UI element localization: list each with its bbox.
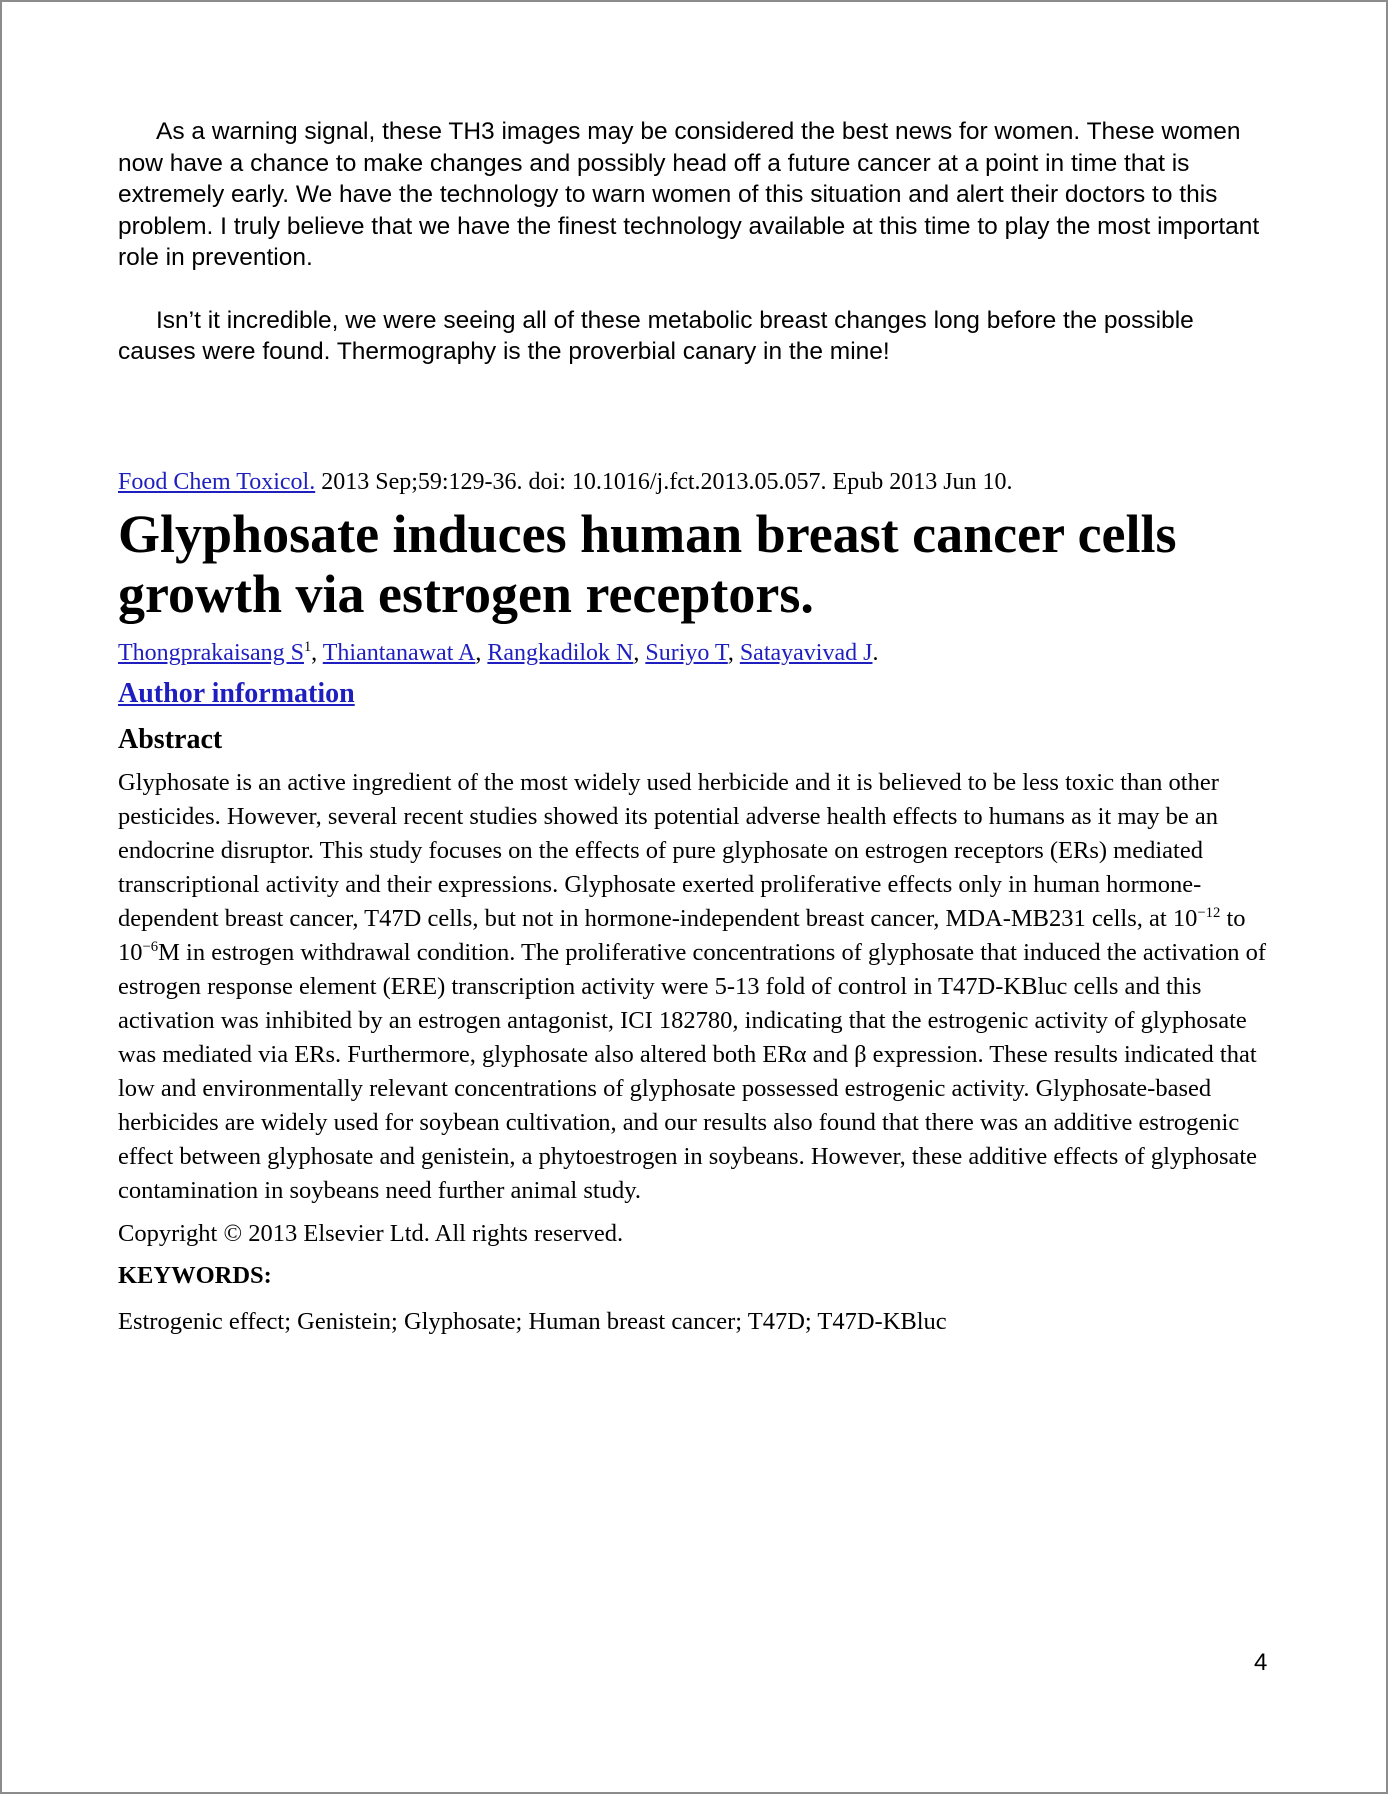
intro-section [118, 116, 1278, 399]
author-link[interactable]: Thongprakaisang S [118, 640, 304, 666]
author-separator: . [872, 640, 879, 666]
keywords-list: Estrogenic effect; Genistein; Glyphosate; Human breast cancer; T47D; T47D-KBluc [118, 1308, 947, 1335]
abstract-text [118, 766, 1278, 1208]
abstract-part-2: to 10 [118, 905, 1246, 966]
intro-paragraph-2: Isn’t it incredible, we were seeing all of these metabolic breast changes long before the possible causes were found. Thermography is the proverbial canary in the mine! [118, 306, 1194, 365]
author-link[interactable]: Thiantanawat A [322, 640, 476, 666]
page-number: 4 [1254, 1649, 1268, 1676]
author-separator: , [633, 640, 646, 666]
author-list [118, 636, 1278, 670]
abstract-part-1: Glyphosate is an active ingredient of the most widely used herbicide and it is believed to be less toxic than other pesticides. However, several recent studies showed its potential adverse health effects to humans as it may be an endocrine disruptor. This study focuses on the effects of pure glyphosate on estrogen receptors (ERs) mediated transcriptional activity and their expressions. Glyphosate exerted proliferative effects only in human hormone-dependent breast cancer, T47D cells, but not in hormone-independent breast cancer, MDA-MB231 cells, at 10 [118, 769, 1219, 932]
author-information-link[interactable]: Author information [118, 678, 355, 709]
article-section [118, 464, 1278, 1340]
citation-details: 2013 Sep;59:129-36. doi: 10.1016/j.fct.2013.05.057. Epub 2013 Jun 10. [315, 469, 1013, 495]
article-title: Glyphosate induces human breast cancer cells growth via estrogen receptors. [118, 504, 1177, 624]
author-affiliation-sup: 1 [303, 639, 312, 655]
intro-paragraph-1: As a warning signal, these TH3 images may be considered the best news for women. These women now have a chance to make changes and possibly head off a future cancer at a point in time that is extremely early. We have the technology to warn women of this situation and alert their doctors to this problem. I truly believe that we have the finest technology available at this time to play the most important role in prevention. [118, 118, 1260, 271]
author-separator: , [311, 640, 323, 666]
author-link[interactable]: Suriyo T [645, 640, 728, 666]
abstract-exponent-1: −12 [1197, 904, 1221, 921]
author-link[interactable]: Rangkadilok N [487, 640, 634, 666]
abstract-part-3: M in estrogen withdrawal condition. The proliferative concentrations of glyphosate that induced the activation of estrogen response element (ERE) transcription activity were 5-13 fold of control in T47D-KBluc cells and this activation was inhibited by an estrogen antagonist, ICI 182780, indicating that the estrogenic activity of glyphosate was mediated via ERs. Furthermore, glyphosate also altered both ERα and β expression. These results indicated that low and environmentally relevant concentrations of glyphosate possessed estrogenic activity. Glyphosate-based herbicides are widely used for soybean cultivation, and our results also found that there was an additive estrogenic effect between glyphosate and genistein, a phytoestrogen in soybeans. However, these additive effects of glyphosate contamination in soybeans need further animal study. [118, 939, 1266, 1204]
keywords-heading: KEYWORDS: [118, 1262, 272, 1289]
author-separator: , [475, 640, 488, 666]
author-separator: , [727, 640, 740, 666]
copyright-notice: Copyright © 2013 Elsevier Ltd. All rights reserved. [118, 1220, 624, 1247]
abstract-heading: Abstract [118, 724, 223, 755]
abstract-exponent-2: −6 [142, 938, 159, 955]
journal-link[interactable]: Food Chem Toxicol. [118, 469, 316, 495]
author-link[interactable]: Satayavivad J [739, 640, 873, 666]
citation-line [118, 464, 1278, 500]
